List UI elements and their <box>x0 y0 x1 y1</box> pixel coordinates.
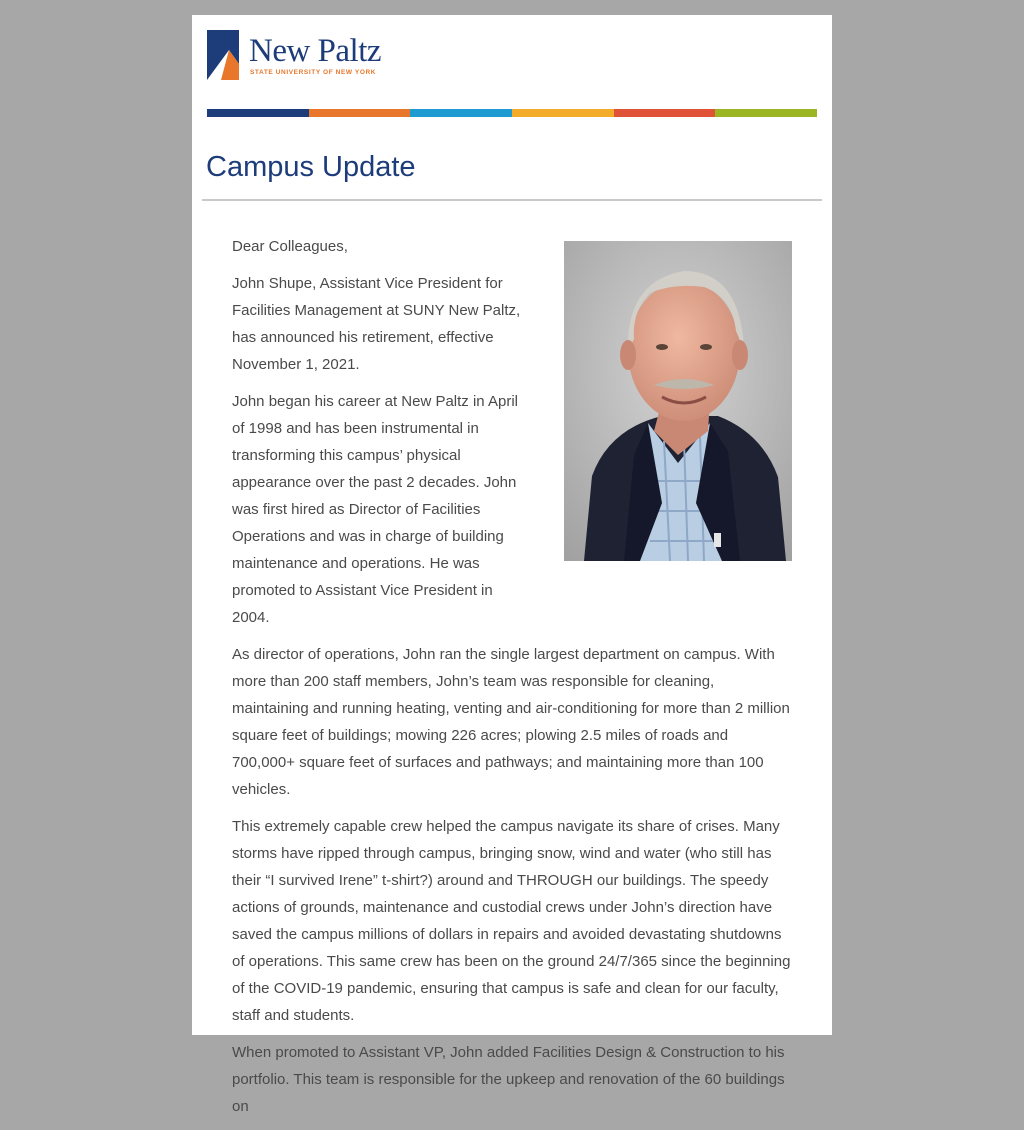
email-container <box>192 15 832 1115</box>
stripe-segment <box>410 109 512 117</box>
color-stripe <box>207 109 817 117</box>
stripe-segment <box>309 109 411 117</box>
paragraph: When promoted to Assistant VP, John added Facilities Design & Construction to his portfolio. This team is responsible for the upkeep and renovation of the 60 buildings on <box>232 1044 785 1115</box>
message-body <box>232 233 792 1130</box>
paragraph: This extremely capable crew helped the campus navigate its share of crises. Many storms have ripped through campus, bringing snow, wind and water (who still has their “I survived Irene” t-shirt?) around and THROUGH our buildings. The speedy actions of grounds, maintenance and custodial crews under John’s direction have saved the campus millions of dollars in repairs and avoided devastating shutdowns of operations. This same crew has been on the ground 24/7/365 since the beginning of the COVID-19 pandemic, ensuring that campus is safe and clean for our faculty, staff and students. <box>232 818 791 1024</box>
logo-mark-icon <box>207 30 241 80</box>
paragraph: John began his career at New Paltz in April of 1998 and has been instrumental in transforming this campus’ physical appearance over the past 2 decades. John was first hired as Director of Facilities Operations and was in charge of building maintenance and operations. He was promoted to Assistant Vice President in 2004. <box>232 393 518 626</box>
logo-tagline: STATE UNIVERSITY OF NEW YORK <box>250 69 377 76</box>
stripe-segment <box>512 109 614 117</box>
stripe-segment <box>614 109 716 117</box>
stripe-segment <box>715 109 817 117</box>
greeting: Dear Colleagues, <box>232 238 348 255</box>
logo-name: New Paltz <box>249 33 382 69</box>
page-title: Campus Update <box>206 151 416 183</box>
paragraph: As director of operations, John ran the single largest department on campus. With more than 200 staff members, John’s team was responsible for cleaning, maintaining and running heating, venting and air-conditioning for more than 2 million square feet of buildings; mowing 226 acres; plowing 2.5 miles of roads and 700,000+ square feet of surfaces and pathways; and maintaining more than 100 vehicles. <box>232 646 790 798</box>
paragraph: John Shupe, Assistant Vice President for Facilities Management at SUNY New Paltz, has announced his retirement, effective November 1, 2021. <box>232 275 521 373</box>
new-paltz-logo[interactable] <box>207 30 407 80</box>
divider <box>202 199 822 201</box>
stripe-segment <box>207 109 309 117</box>
